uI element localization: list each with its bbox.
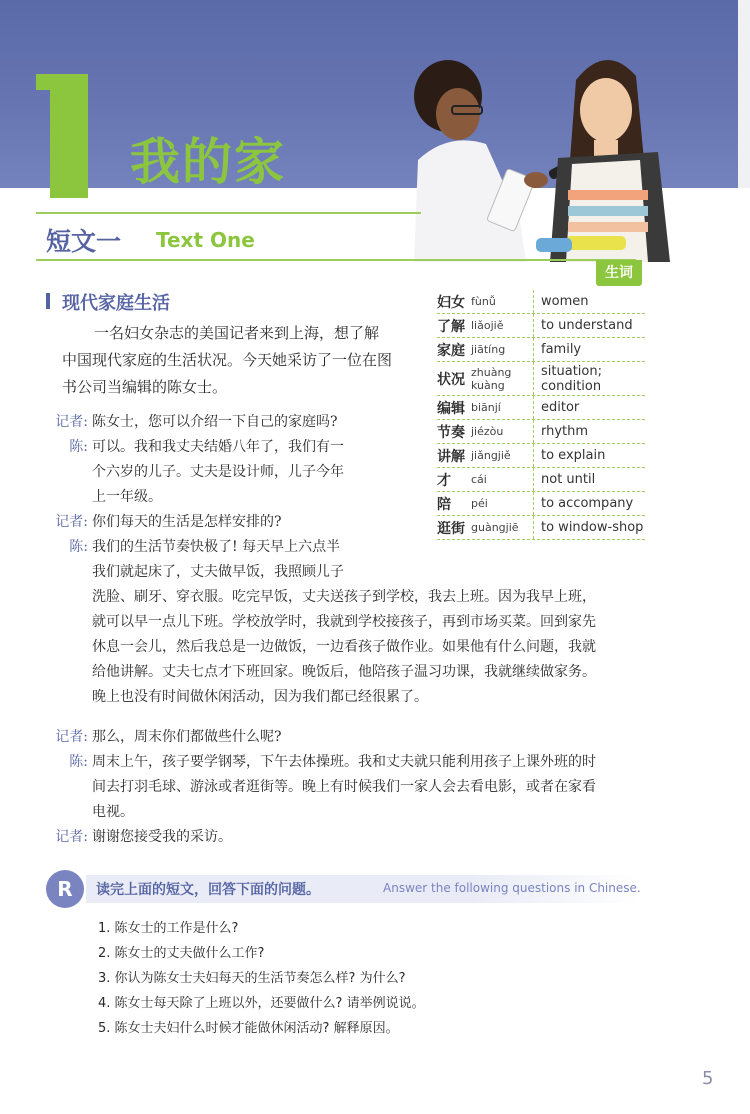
vocab-pinyin: jiātíng	[471, 343, 506, 356]
vocab-row	[437, 492, 645, 516]
vocab-tab: 生词	[596, 260, 642, 286]
page-number: 5	[702, 1068, 714, 1089]
vocab-list	[437, 290, 645, 540]
vocab-row	[437, 338, 645, 362]
chapter-number-stem	[50, 74, 88, 188]
vocab-hanzi: 编辑	[437, 400, 465, 417]
vocab-divider	[533, 396, 535, 419]
page-edge	[738, 0, 750, 188]
dialog-line: 洗脸、刷牙、穿衣服。吃完早饭，丈夫送孩子到学校，我去上班。因为我早上班，	[92, 589, 596, 605]
section-title-cn: 短文一	[46, 227, 122, 256]
vocab-row	[437, 516, 645, 540]
vocab-pinyin: jiézòu	[471, 425, 504, 438]
vocab-english: women	[541, 294, 589, 309]
speaker-label: 陈:	[69, 754, 88, 770]
vocab-pinyin: fùnǚ	[471, 295, 496, 308]
vocab-hanzi: 讲解	[437, 448, 465, 465]
vocab-english: editor	[541, 400, 580, 415]
dialog-line: 休息一会儿，然后我总是一边做饭，一边看孩子做作业。如果他有什么问题，我就	[92, 639, 596, 655]
dialog-line: 间去打羽毛球、游泳或者逛街等。晚上有时候我们一家人会去看电影，或者在家看	[92, 779, 596, 795]
question-item: 5. 陈女士夫妇什么时候才能做休闲活动? 解释原因。	[98, 1021, 399, 1036]
vocab-row	[437, 420, 645, 444]
section-rule-bottom	[36, 259, 636, 261]
vocab-divider	[533, 468, 535, 491]
vocab-hanzi: 状况	[437, 371, 465, 388]
reading-badge: R	[46, 870, 84, 908]
dialog-line: 我们的生活节奏快极了! 每天早上六点半	[92, 539, 341, 555]
vocab-hanzi: 了解	[437, 318, 465, 335]
vocab-english: to explain	[541, 448, 606, 463]
vocab-divider	[533, 338, 535, 361]
dialog-line: 晚上也没有时间做休闲活动，因为我们都已经很累了。	[92, 689, 428, 705]
speaker-label: 陈:	[69, 439, 88, 455]
vocab-hanzi: 家庭	[437, 342, 465, 359]
vocab-english: not until	[541, 472, 596, 487]
vocab-pinyin: liǎojiě	[471, 319, 504, 332]
dialog-line: 我们就起床了，丈夫做早饭，我照顾儿子	[92, 564, 344, 580]
dialog-line: 就可以早一点儿下班。学校放学时，我就到学校接孩子，再到市场买菜。回到家先	[92, 614, 596, 630]
vocab-row	[437, 314, 645, 338]
vocab-row	[437, 396, 645, 420]
vocab-divider	[533, 420, 535, 443]
vocab-row	[437, 290, 645, 314]
chapter-title: 我的家	[130, 133, 286, 191]
vocab-pinyin: guàngjiē	[471, 521, 519, 534]
vocab-pinyin: zhuàng kuàng	[471, 365, 512, 392]
vocab-divider	[533, 290, 535, 313]
question-item: 2. 陈女士的丈夫做什么工作?	[98, 946, 265, 961]
vocab-row	[437, 444, 645, 468]
speaker-label: 记者:	[55, 514, 88, 530]
vocab-english: situation; condition	[541, 363, 602, 394]
vocab-english: to accompany	[541, 496, 634, 511]
vocab-hanzi: 陪	[437, 496, 451, 513]
dialog-line: 可以。我和我丈夫结婚八年了，我们有一	[92, 439, 344, 455]
vocab-english: rhythm	[541, 424, 589, 439]
vocab-divider	[533, 516, 535, 539]
question-item: 1. 陈女士的工作是什么?	[98, 921, 239, 936]
speaker-label: 记者:	[55, 829, 88, 845]
vocab-pinyin: biānjí	[471, 401, 501, 414]
dialog-line: 周末上午，孩子要学钢琴，下午去体操班。我和丈夫就只能利用孩子上课外班的时	[92, 754, 596, 770]
dialog-line: 谢谢您接受我的采访。	[92, 829, 232, 845]
dialog-line: 你们每天的生活是怎样安排的?	[92, 514, 282, 530]
vocab-english: to understand	[541, 318, 633, 333]
vocab-hanzi: 才	[437, 472, 451, 489]
question-item: 3. 你认为陈女士夫妇每天的生活节奏怎么样? 为什么?	[98, 971, 406, 986]
vocab-pinyin: péi	[471, 497, 488, 510]
vocab-row	[437, 362, 645, 396]
chapter-number-foot	[50, 188, 88, 198]
dialog-line: 上一年级。	[92, 489, 162, 505]
speaker-label: 陈:	[69, 539, 88, 555]
vocab-pinyin: jiǎngjiě	[471, 449, 511, 462]
interview-photo	[408, 40, 680, 262]
passage-title: 现代家庭生活	[62, 293, 170, 314]
dialog-line: 电视。	[92, 804, 134, 820]
section-title-en: Text One	[156, 228, 255, 252]
question-item: 4. 陈女士每天除了上班以外，还要做什么? 请举例说说。	[98, 996, 425, 1011]
passage-intro: 一名妇女杂志的美国记者来到上海，想了解中国现代家庭的生活状况。今天她采访了一位在图书公司当编辑的陈女士。	[62, 324, 393, 396]
vocab-english: family	[541, 342, 582, 357]
vocab-divider	[533, 314, 535, 337]
dialog-line: 陈女士，您可以介绍一下自己的家庭吗?	[92, 414, 338, 430]
vocab-divider	[533, 362, 535, 395]
speaker-label: 记者:	[55, 729, 88, 745]
dialog-line: 给他讲解。丈夫七点才下班回家。晚饭后，他陪孩子温习功课，我就继续做家务。	[92, 664, 596, 680]
dialog-line: 个六岁的儿子。丈夫是设计师，儿子今年	[92, 464, 344, 480]
dialog-line: 那么，周末你们都做些什么呢?	[92, 729, 282, 745]
vocab-divider	[533, 492, 535, 515]
vocab-row	[437, 468, 645, 492]
vocab-english: to window-shop	[541, 520, 644, 535]
vocab-hanzi: 妇女	[437, 294, 465, 311]
section-rule-top	[36, 212, 421, 214]
vocab-hanzi: 逛街	[437, 520, 465, 537]
vocab-hanzi: 节奏	[437, 424, 465, 441]
vocab-pinyin: cái	[471, 473, 487, 486]
questions-title-cn: 读完上面的短文，回答下面的问题。	[96, 882, 320, 898]
speaker-label: 记者:	[55, 414, 88, 430]
subtitle-marker	[46, 293, 50, 309]
questions-title-en: Answer the following questions in Chinese.	[383, 881, 641, 895]
vocab-divider	[533, 444, 535, 467]
question-list	[98, 916, 425, 1041]
